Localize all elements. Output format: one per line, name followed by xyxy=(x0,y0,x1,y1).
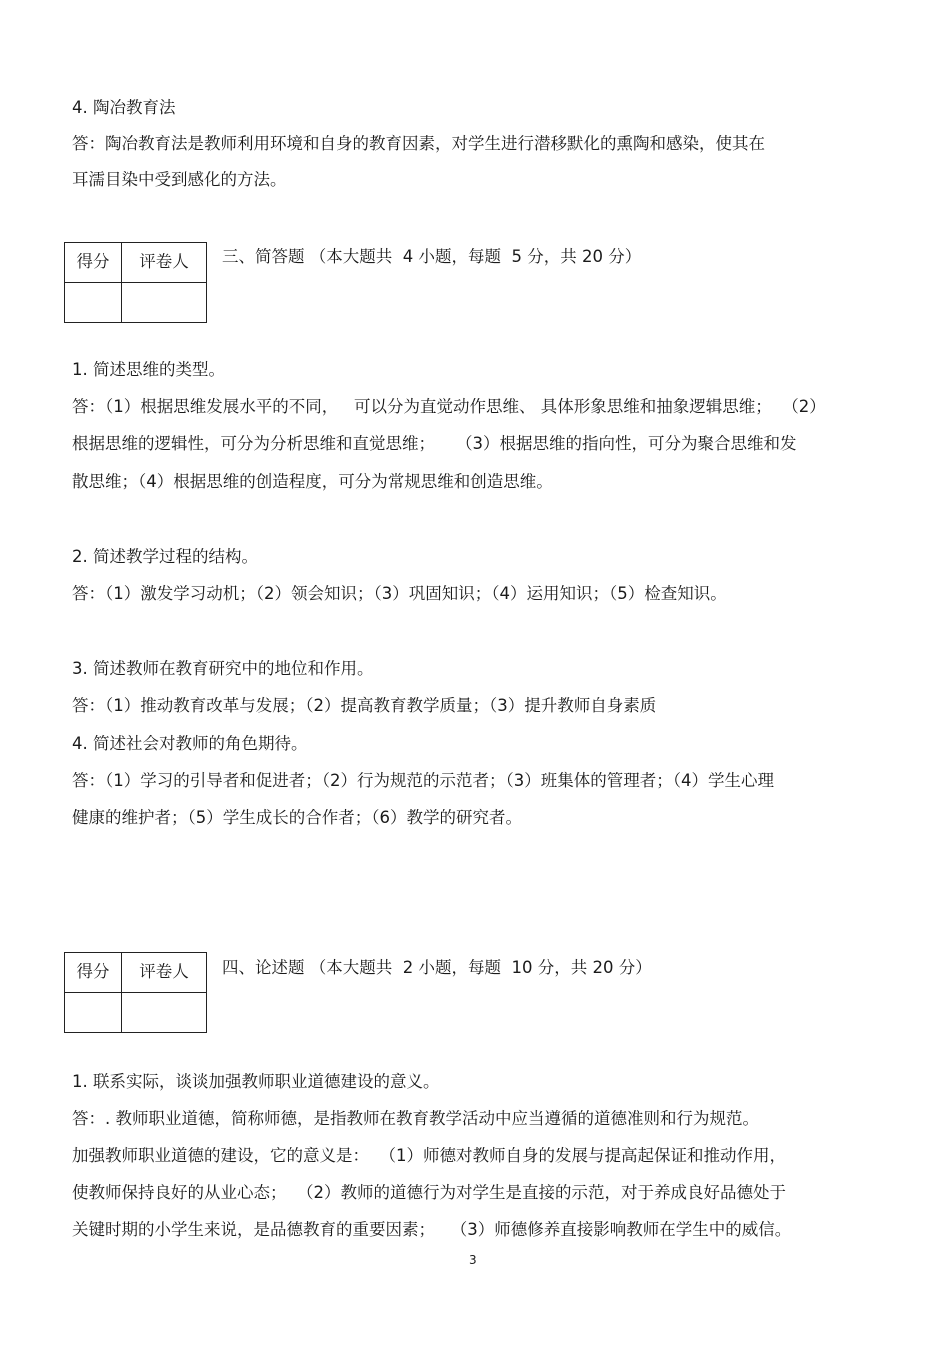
answer-line: 答：（1）激发学习动机；（2）领会知识；（3）巩固知识；（4）运用知识；（5）检查知识。 xyxy=(72,584,727,603)
grader-cell xyxy=(122,283,207,323)
grader-label: 评卷人 xyxy=(122,953,207,993)
score-cell xyxy=(65,993,122,1033)
grader-cell xyxy=(122,993,207,1033)
page-number: 3 xyxy=(469,1253,477,1267)
score-table xyxy=(64,242,207,323)
grader-label: 评卷人 xyxy=(122,243,207,283)
question-title: 1. 联系实际，谈谈加强教师职业道德建设的意义。 xyxy=(72,1072,440,1091)
answer-line: 答：（1）根据思维发展水平的不同， 可以分为直觉动作思维、 具体形象思维和抽象逻辑思维； （2） xyxy=(72,397,826,416)
question-title: 3. 简述教师在教育研究中的地位和作用。 xyxy=(72,659,374,678)
answer-line: 答：（1）学习的引导者和促进者；（2）行为规范的示范者；（3）班集体的管理者；（4）学生心理 xyxy=(72,771,774,790)
answer-line: 使教师保持良好的从业心态； （2）教师的道德行为对学生是直接的示范，对于养成良好品德处于 xyxy=(72,1183,786,1202)
answer-line: 答：（1）推动教育改革与发展；（2）提高教育教学质量；（3）提升教师自身素质 xyxy=(72,696,657,715)
answer-line: 健康的维护者；（5）学生成长的合作者；（6）教学的研究者。 xyxy=(72,808,522,827)
answer-line: 散思维；（4）根据思维的创造程度，可分为常规思维和创造思维。 xyxy=(72,472,553,491)
score-table xyxy=(64,952,207,1033)
score-label: 得分 xyxy=(65,243,122,283)
score-label: 得分 xyxy=(65,953,122,993)
question-title: 4. 简述社会对教师的角色期待。 xyxy=(72,734,308,753)
section-heading: 三、简答题 （本大题共 4 小题，每题 5 分，共 20 分） xyxy=(222,247,642,266)
section-heading: 四、论述题 （本大题共 2 小题，每题 10 分，共 20 分） xyxy=(222,958,652,977)
item-title: 4. 陶冶教育法 xyxy=(72,98,176,117)
answer-line: 根据思维的逻辑性，可分为分析思维和直觉思维； （3）根据思维的指向性，可分为聚合思维和发 xyxy=(72,434,797,453)
answer-line: 耳濡目染中受到感化的方法。 xyxy=(72,170,287,189)
answer-line: 加强教师职业道德的建设，它的意义是： （1）师德对教师自身的发展与提高起保证和推动作用， xyxy=(72,1146,786,1165)
score-cell xyxy=(65,283,122,323)
question-title: 2. 简述教学过程的结构。 xyxy=(72,547,258,566)
answer-line: 关键时期的小学生来说，是品德教育的重要因素； （3）师德修养直接影响教师在学生中的威信。 xyxy=(72,1220,792,1239)
answer-line: 答：. 教师职业道德，简称师德，是指教师在教育教学活动中应当遵循的道德准则和行为规范。 xyxy=(72,1109,759,1128)
answer-line: 答：陶冶教育法是教师利用环境和自身的教育因素，对学生进行潜移默化的熏陶和感染，使其在 xyxy=(72,134,765,153)
question-title: 1. 简述思维的类型。 xyxy=(72,360,225,379)
